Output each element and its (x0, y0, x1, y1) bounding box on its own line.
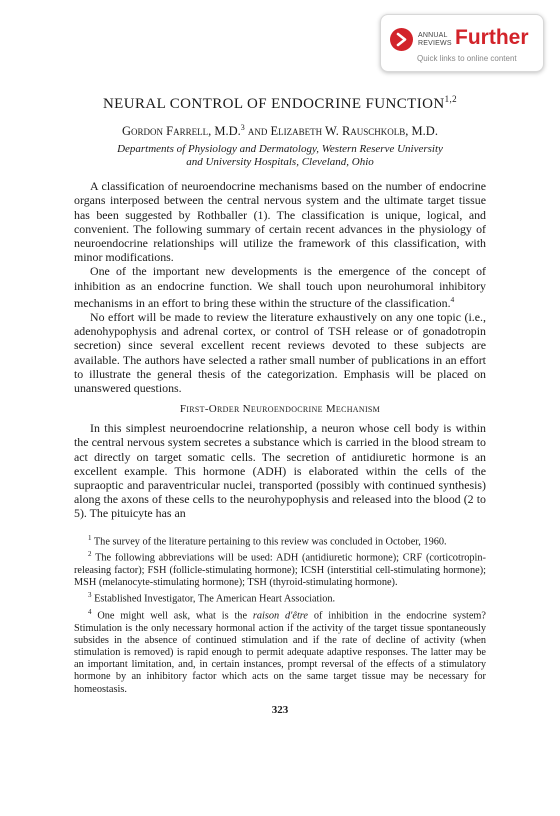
brand-top: ANNUAL (418, 32, 448, 39)
paragraph-2: One of the important new developments is the emergence of the concept of inhibition as an endocrine function. We shall touch upon neurohumoral inhibitory mechanisms in an effort to bring these within the structure of the classification.$^4$ (74, 264, 486, 310)
section-heading: First-Order Neuroendocrine Mechanism (179, 403, 381, 416)
author-2: Elizabeth W. Rauschkolb, M.D. (270, 124, 438, 139)
badge-title: Further (455, 26, 529, 49)
footnote-2: $^2$ The following abbreviations will be used: ADH (antidiuretic hormone); CRF (corticotropin-releasing factor); FSH (follicle-stimulating hormone); ICSH (interstitial cell-stimulating hormone); MSH (melanocyte-stimulating hormone); TSH (thyroid-stimulating hormone). (74, 550, 486, 589)
annual-reviews-logo-text (418, 32, 452, 48)
annual-reviews-further-badge[interactable] (380, 14, 544, 72)
badge-subtitle: Quick links to online content (417, 54, 517, 63)
footnote-3: $^3$ Established Investigator, The American Heart Association. (88, 591, 336, 605)
affiliation: Departments of Physiology and Dermatology, Western Reserve University and University Hospitals, Cleveland, Ohio (117, 143, 443, 169)
paragraph-4: In this simplest neuroendocrine relationship, a neuron whose cell body is within the central nervous system secretes a substance which is carried in the blood stream to act directly on target somatic cells. The secretion of antidiuretic hormone is an excellent example. This hormone (ADH) is elaborated within the cells of the supraoptic and paraventricular nuclei, transported (possibly with continued synthesis) along the axons of these cells to the neurohypophysis and released into the blood (2 to 5). The pituicyte has an (74, 421, 486, 521)
footnote-4: $^4$ One might well ask, what is the raison d'être of inhibition in the endocrine system? Stimulation is the only necessary hormonal action if the activity of the target tissue spontaneously subsides in the absence of continued stimulation and if the rate of decline of activity (when stimulation is removed) is rapid enough to permit adequate adaptive responses. The latter may be an important limitation, and, in certain instances, prompt reversal of the effects of a stimulatory hormone by an inhibitory factor which acts on the same target tissue may be necessary for homeostasis. (74, 607, 487, 695)
article-page (74, 94, 486, 716)
brand-bottom: REVIEWS (418, 40, 452, 47)
title-footnote-refs[interactable]: 1,2 (444, 94, 458, 104)
page-number: 323 (271, 703, 289, 716)
arrow-circle-icon (390, 28, 413, 51)
author-line: Gordon Farrell, M.D.$^3$ and Elizabeth W. Rauschkolb, M.D. (122, 123, 438, 139)
article-title: NEURAL CONTROL OF ENDOCRINE FUNCTION$^{1,2}$ (102, 94, 458, 112)
author-1: Gordon Farrell, M.D. (122, 124, 241, 139)
paragraph-3: No effort will be made to review the literature exhaustively on any one topic (i.e., adenohypophysis and adrenal cortex, or control of TSH release or of gonadotropin secretion) since several excellent recent reviews devoted to these subjects are available. The authors have selected a rather small number of publications in an effort to illustrate the general thesis of the categorization. Emphasis will be placed on unanswered questions. (74, 309, 486, 395)
paragraph-1: A classification of neuroendocrine mechanisms based on the number of endocrine organs interposed between the central nervous system and the ultimate target tissue has been suggested by Rothballer (1). The classification is unique, logical, and convenient. The following summary of certain recent advances in the physiology of neuroendocrine relationships will utilize the framework of this classification, with minor modifications. (74, 179, 486, 265)
author-1-footnote-ref[interactable]: 3 (240, 123, 245, 132)
footnote-ref-4[interactable]: 4 (450, 294, 455, 304)
footnotes (74, 532, 486, 696)
footnote-1: $^1$ The survey of the literature pertaining to this review was concluded in October, 1960. (88, 533, 447, 548)
